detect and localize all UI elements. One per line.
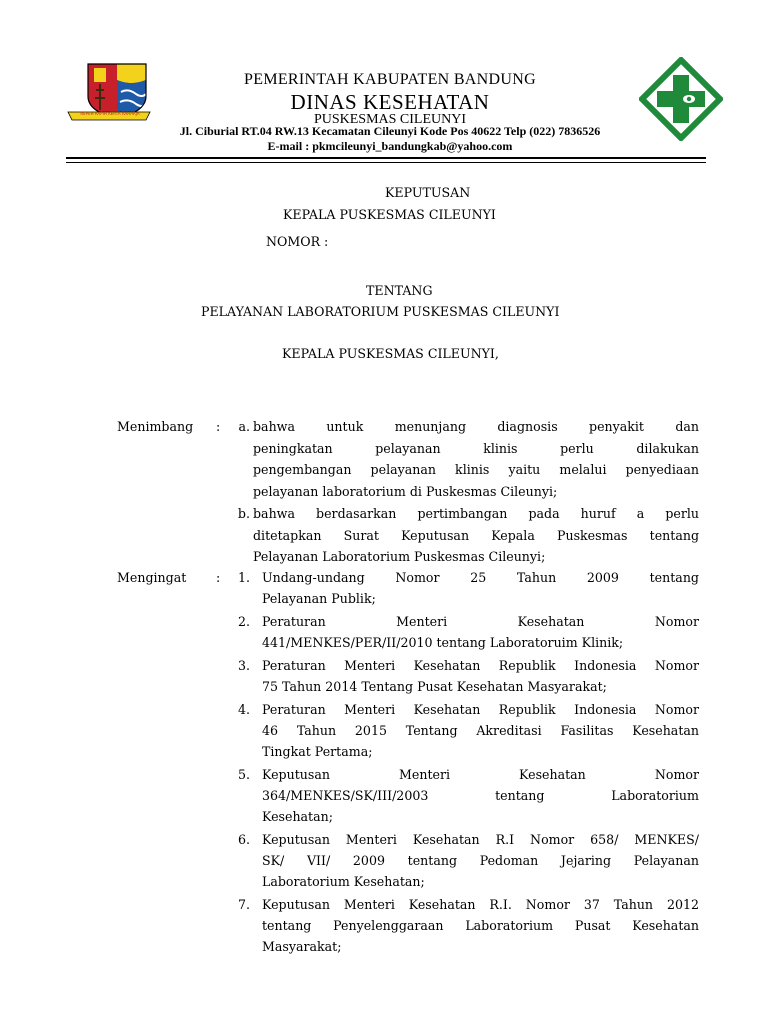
mengingat-colon: : <box>216 570 221 585</box>
mengingat-item-line: 46 Tahun 2015 Tentang Akreditasi Fasilitas Kesehatan <box>262 722 699 738</box>
doc-keputusan: KEPUTUSAN <box>385 185 471 200</box>
mengingat-marker: 3. <box>237 657 250 673</box>
mengingat-marker: 6. <box>237 831 250 847</box>
header-puskesmas: PUSKESMAS CILEUNYI <box>313 112 467 127</box>
menimbang-item-line: ditetapkan Surat Keputusan Kepala Puskesmas tentang <box>253 527 699 543</box>
mengingat-marker: 4. <box>237 701 250 717</box>
mengingat-item-line: Pelayanan Publik; <box>262 591 376 607</box>
mengingat-marker: 7. <box>237 897 250 912</box>
menimbang-item-line: Pelayanan Laboratorium Puskesmas Cileunyi; <box>253 549 546 565</box>
mengingat-marker: 5. <box>237 766 250 782</box>
doc-opening: KEPALA PUSKESMAS CILEUNYI, <box>282 346 499 361</box>
header-agency: DINAS KESEHATAN <box>290 90 490 114</box>
doc-nomor: NOMOR : <box>266 234 329 249</box>
seal-motto: REPEH RAPIH KERTA RAHARJA <box>80 111 140 116</box>
mengingat-item-line: Laboratorium Kesehatan; <box>262 874 425 890</box>
mengingat-item-line: 75 Tahun 2014 Tentang Pusat Kesehatan Masyarakat; <box>262 679 607 694</box>
mengingat-item-line: Keputusan Menteri Kesehatan Nomor <box>262 766 699 782</box>
mengingat-item-line: Undang-undang Nomor 25 Tahun 2009 tentang <box>262 570 699 585</box>
menimbang-colon: : <box>216 419 221 434</box>
menimbang-item-line: bahwa untuk menunjang diagnosis penyakit dan <box>253 419 699 434</box>
header-address: Jl. Ciburial RT.04 RW.13 Kecamatan Cileunyi Kode Pos 40622 Telp (022) 7836526 <box>179 124 601 138</box>
mengingat-marker: 2. <box>237 613 250 629</box>
doc-subject: PELAYANAN LABORATORIUM PUSKESMAS CILEUNYI <box>201 304 560 319</box>
mengingat-item-line: Tingkat Pertama; <box>262 744 373 760</box>
mengingat-item-line: Keputusan Menteri Kesehatan R.I. Nomor 37 Tahun 2012 <box>262 897 699 912</box>
menimbang-item-line: bahwa berdasarkan pertimbangan pada huruf a perlu <box>253 505 699 521</box>
mengingat-item-line: 441/MENKES/PER/II/2010 tentang Laboratoruim Klinik; <box>262 635 624 651</box>
mengingat-item-line: tentang Penyelenggaraan Laboratorium Pusat Kesehatan <box>262 918 699 934</box>
mengingat-item-line: Masyarakat; <box>262 939 342 955</box>
mengingat-marker: 1. <box>237 570 250 585</box>
menimbang-item-line: peningkatan pelayanan klinis perlu dilakukan <box>253 440 699 456</box>
mengingat-item-line: Peraturan Menteri Kesehatan Republik Indonesia Nomor <box>262 657 699 673</box>
kabupaten-bandung-seal <box>66 60 152 126</box>
menimbang-item-line: pengembangan pelayanan klinis yaitu melalui penyediaan <box>253 462 699 478</box>
mengingat-item-line: 364/MENKES/SK/III/2003 tentang Laboratorium <box>262 788 699 803</box>
menimbang-marker: a. <box>238 419 250 434</box>
doc-tentang: TENTANG <box>366 283 433 298</box>
menimbang-marker: b. <box>237 505 250 521</box>
mengingat-item-line: Peraturan Menteri Kesehatan Republik Indonesia Nomor <box>262 701 699 717</box>
mengingat-item-line: SK/ VII/ 2009 tentang Pedoman Jejaring Pelayanan <box>262 853 699 869</box>
mengingat-item-line: Peraturan Menteri Kesehatan Nomor <box>262 613 699 629</box>
doc-kepala: KEPALA PUSKESMAS CILEUNYI <box>283 207 496 222</box>
puskesmas-logo <box>639 57 723 141</box>
header-rule-thin <box>66 162 706 163</box>
header-email: E-mail : pkmcileunyi_bandungkab@yahoo.com <box>267 139 513 153</box>
menimbang-item-line: pelayanan laboratorium di Puskesmas Cileunyi; <box>253 484 558 500</box>
header-government: PEMERINTAH KABUPATEN BANDUNG <box>244 71 536 88</box>
mengingat-label: Mengingat <box>117 570 187 585</box>
menimbang-label: Menimbang <box>117 419 194 434</box>
mengingat-item-line: Kesehatan; <box>262 809 333 825</box>
header-rule-thick <box>66 157 706 159</box>
mengingat-item-line: Keputusan Menteri Kesehatan R.I Nomor 658/ MENKES/ <box>262 831 699 847</box>
